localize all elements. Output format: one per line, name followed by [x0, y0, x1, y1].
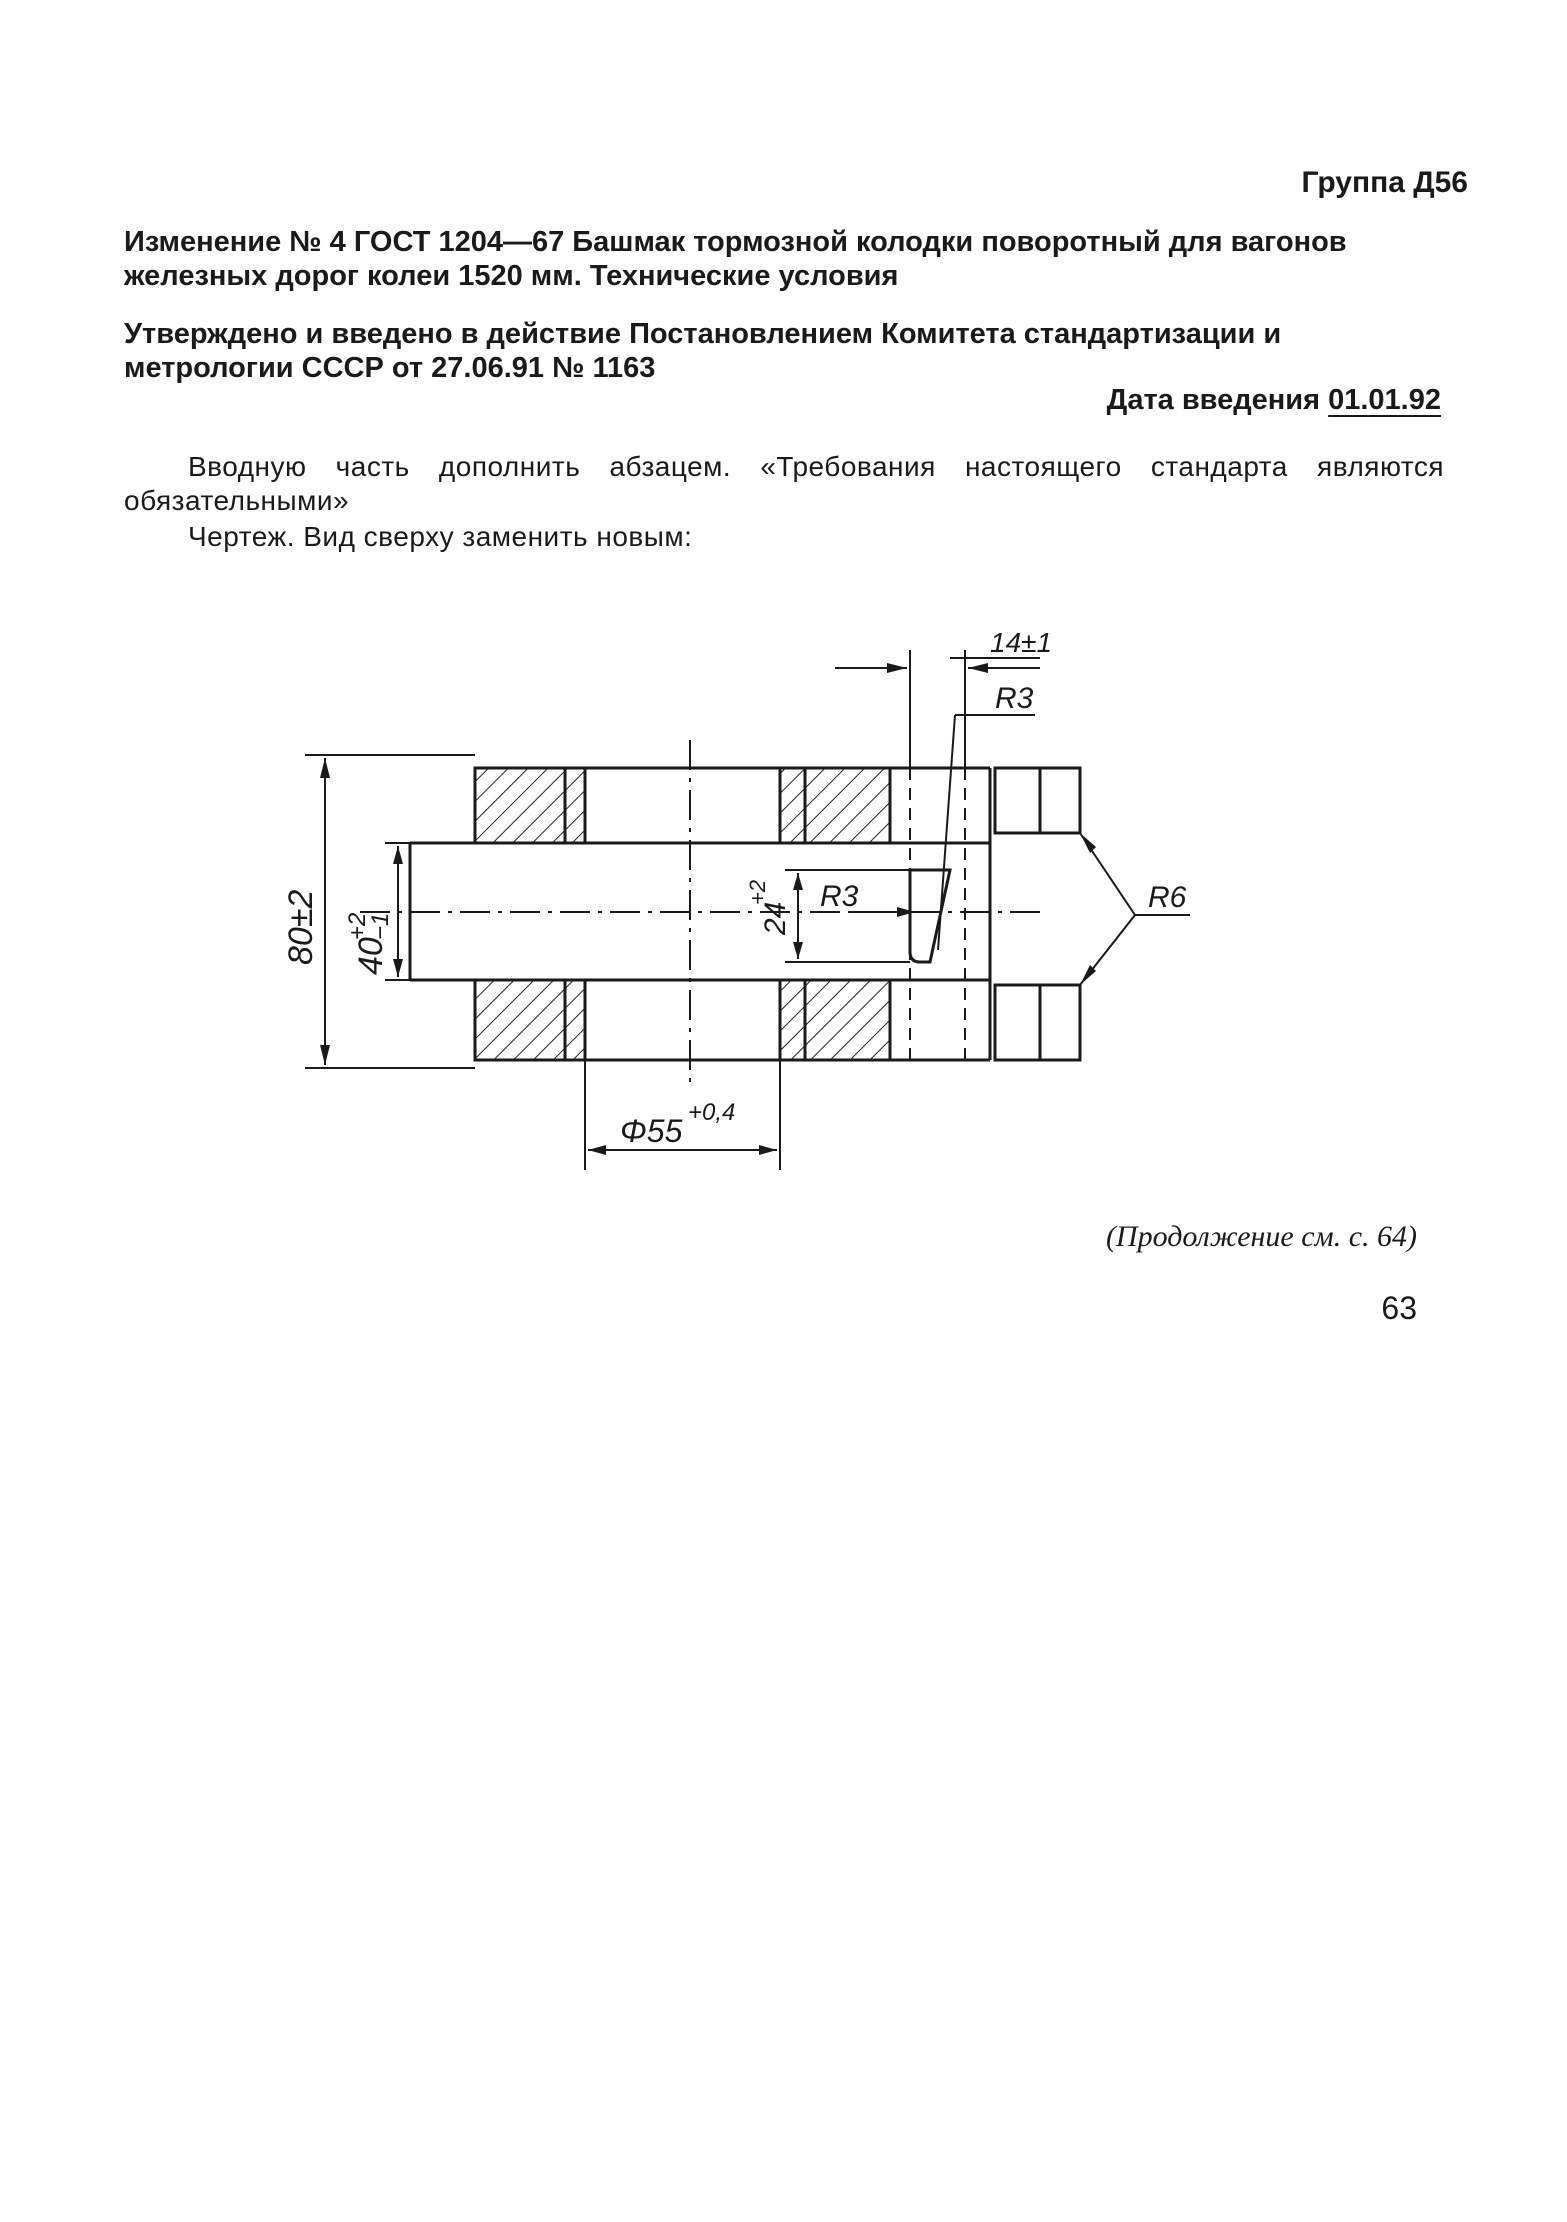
dim-slot-height: 40: [352, 937, 390, 975]
paragraph-drawing-amendment: Чертеж. Вид сверху заменить новым:: [188, 521, 693, 552]
right-bottom-lug: [995, 985, 1080, 1060]
technical-drawing: [250, 610, 1250, 1190]
dim-hole-diameter: Φ55: [620, 1113, 683, 1149]
top-left-boss: [475, 768, 585, 843]
dim-outer-radius: R6: [1148, 881, 1187, 914]
dim-inner-slot-tol: +2: [745, 879, 770, 905]
dim-width: 14±1: [990, 627, 1053, 658]
dim-slot-height-tol-lower: −1: [367, 912, 394, 940]
page-number: 63: [1381, 1290, 1417, 1326]
bottom-mid-boss: [780, 980, 890, 1060]
dim-inner-slot: 24: [759, 901, 792, 935]
bottom-left-boss: [475, 980, 585, 1060]
dim-hole-diameter-tol: +0,4: [688, 1099, 736, 1126]
continued-note: (Продолжение см. с. 64): [1105, 1220, 1417, 1253]
dim-overall-height: 80±2: [282, 889, 320, 965]
dim-top-radius: R3: [995, 682, 1034, 715]
dim-inner-radius: R3: [820, 880, 859, 913]
group-code: Группа Д56: [1301, 166, 1468, 199]
introduction-date: [1107, 384, 1441, 417]
top-mid-boss: [780, 768, 890, 843]
date-label: Дата введения: [1106, 384, 1321, 416]
dim-slot-height-tol-upper: +2: [344, 912, 371, 940]
inner-slot: [910, 870, 950, 962]
date-value: 01.01.92: [1328, 384, 1441, 416]
paragraph-intro-amendment: Вводную часть дополнить абзацем. «Требования настоящего стандарта являются обязательными»: [124, 451, 1444, 516]
approval-statement: Утверждено и введено в действие Постановлением Комитета стандартизации и метрологии СССР от 27.06.91 № 1163: [124, 318, 1282, 384]
right-top-lug: [995, 768, 1080, 833]
amendment-title: Изменение № 4 ГОСТ 1204—67 Башмак тормозной колодки поворотный для вагонов железных дорог колеи 1520 мм. Технические условия: [124, 226, 1347, 292]
